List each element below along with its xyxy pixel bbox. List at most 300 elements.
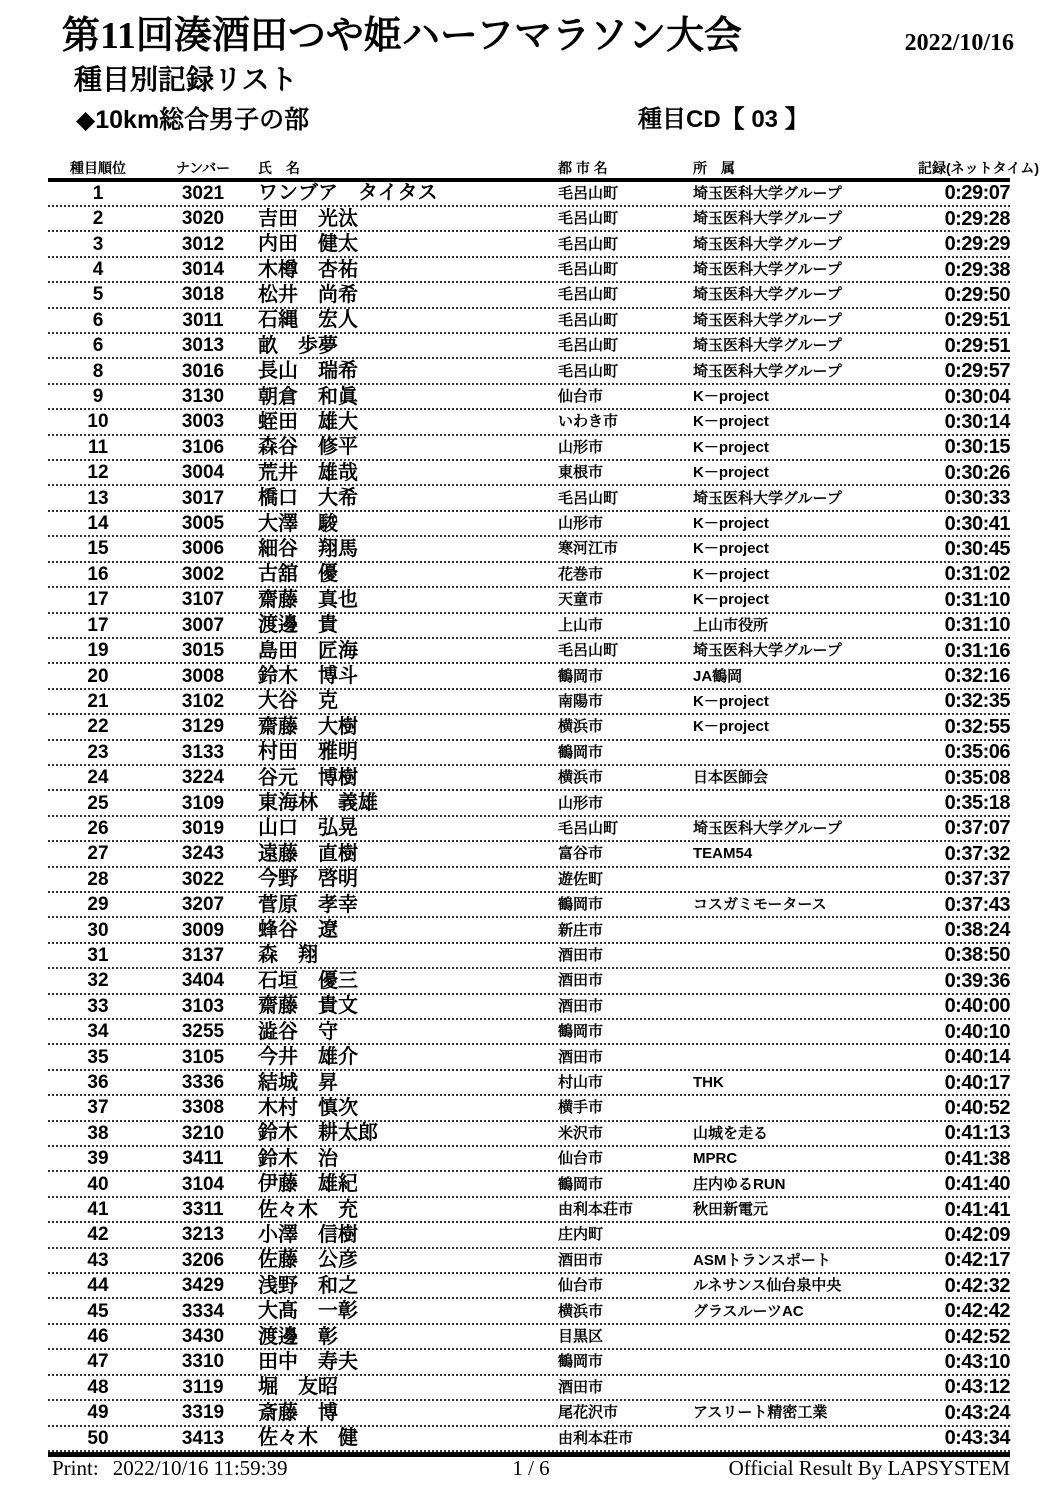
cell-name: 遠藤 直樹 [258, 842, 358, 865]
cell-city: 毛呂山町 [558, 311, 619, 329]
table-row [48, 537, 1010, 562]
table-row [48, 1172, 1010, 1197]
table-row [48, 1223, 1010, 1248]
column-header-number: ナンバー [175, 159, 231, 176]
cell-rank: 2 [92, 208, 104, 230]
cell-number: 3429 [181, 1275, 225, 1297]
cell-number: 3107 [181, 589, 225, 611]
cell-rank: 12 [87, 462, 109, 484]
cell-number: 3017 [181, 487, 225, 509]
cell-city: 毛呂山町 [558, 210, 619, 228]
cell-number: 3137 [181, 944, 225, 966]
cell-rank: 20 [87, 665, 109, 687]
cell-record: 0:41:38 [944, 1147, 1010, 1170]
cell-team: 日本医師会 [693, 769, 769, 787]
cell-record: 0:29:38 [944, 258, 1010, 281]
cell-city: 新庄市 [558, 921, 604, 939]
cell-rank: 28 [87, 868, 109, 890]
table-row [48, 842, 1010, 867]
cell-city: 仙台市 [558, 388, 604, 406]
cell-record: 0:29:57 [944, 360, 1010, 383]
table-row [48, 385, 1010, 410]
table-row [48, 436, 1010, 461]
cell-rank: 26 [87, 817, 109, 839]
column-header-record: 記録(ネットタイム) [918, 159, 1040, 176]
cell-city: 山形市 [558, 438, 604, 456]
cell-name: 渡邊 彰 [258, 1325, 338, 1348]
cell-name: 鈴木 治 [258, 1147, 338, 1170]
table-row [48, 1299, 1010, 1324]
cell-name: 蛭田 雄大 [258, 410, 358, 433]
table-row [48, 283, 1010, 308]
cell-city: 酒田市 [558, 972, 604, 990]
cell-city: 毛呂山町 [558, 235, 619, 253]
cell-name: 小澤 信樹 [258, 1223, 358, 1246]
cell-name: 齋藤 大樹 [258, 715, 358, 738]
cell-name: 蜂谷 遼 [258, 919, 338, 942]
cell-city: 毛呂山町 [558, 184, 619, 202]
event-title: 第11回湊酒田つや姫ハーフマラソン大会 [62, 15, 743, 57]
cell-team: コスガミモータース [693, 896, 827, 914]
cell-city: 村山市 [558, 1074, 604, 1092]
cell-record: 0:35:06 [944, 741, 1010, 764]
cell-record: 0:31:10 [944, 588, 1010, 611]
table-row [48, 868, 1010, 893]
cell-team: K－project [693, 388, 769, 406]
cell-rank: 36 [87, 1072, 109, 1094]
cell-number: 3106 [181, 436, 225, 458]
cell-number: 3119 [182, 1376, 224, 1398]
cell-city: 遊佐町 [558, 870, 604, 888]
cell-number: 3004 [181, 462, 225, 484]
section-row [0, 107, 1058, 139]
cell-city: 毛呂山町 [558, 819, 619, 837]
cell-team: K－project [693, 565, 769, 583]
cell-number: 3020 [181, 208, 225, 230]
table-row [48, 995, 1010, 1020]
cell-record: 0:31:10 [944, 614, 1010, 637]
cell-number: 3005 [181, 513, 225, 535]
cell-record: 0:42:32 [944, 1274, 1010, 1297]
cell-city: 天童市 [558, 591, 604, 609]
cell-city: 鶴岡市 [558, 1023, 604, 1041]
cell-name: 今井 雄介 [258, 1046, 358, 1069]
table-row [48, 664, 1010, 689]
cell-city: 上山市 [558, 616, 604, 634]
cell-record: 0:32:16 [944, 665, 1010, 688]
cell-rank: 27 [87, 843, 109, 865]
cell-name: 鈴木 博斗 [258, 665, 358, 688]
table-row [48, 182, 1010, 207]
table-row [48, 918, 1010, 943]
table-row [48, 766, 1010, 791]
cell-team: 埼玉医科大学グループ [693, 819, 842, 837]
table-row [48, 690, 1010, 715]
table-row [48, 1249, 1010, 1274]
cell-team: グラスルーツAC [693, 1302, 804, 1320]
cell-name: 齋藤 真也 [258, 588, 358, 611]
cell-name: 橋口 大希 [258, 487, 358, 510]
cell-number: 3016 [181, 360, 225, 382]
table-row [48, 486, 1010, 511]
cell-name: 木村 慎次 [258, 1096, 358, 1119]
table-row [48, 1020, 1010, 1045]
cell-record: 0:30:45 [944, 537, 1010, 560]
cell-rank: 11 [87, 436, 109, 458]
cell-team: 埼玉医科大学グループ [693, 261, 842, 279]
cell-team: K－project [693, 464, 769, 482]
cell-city: 仙台市 [558, 1150, 604, 1168]
results-table [48, 151, 1040, 1457]
cell-city: 鶴岡市 [558, 743, 604, 761]
table-row [48, 741, 1010, 766]
cell-rank: 30 [87, 919, 109, 941]
cell-name: 畝 歩夢 [258, 334, 338, 357]
cell-number: 3336 [181, 1072, 225, 1094]
cell-rank: 21 [87, 690, 109, 712]
cell-city: 酒田市 [558, 946, 604, 964]
cell-record: 0:37:32 [944, 842, 1010, 865]
cell-rank: 16 [87, 563, 109, 585]
cell-rank: 22 [87, 716, 109, 738]
cell-name: 内田 健太 [258, 233, 358, 256]
title-row [0, 0, 1058, 58]
cell-name: 長山 瑞希 [258, 360, 358, 383]
cell-rank: 17 [87, 589, 109, 611]
cell-record: 0:30:14 [944, 410, 1010, 433]
section-title: ◆10km総合男子の部 [76, 105, 310, 134]
cell-record: 0:30:41 [944, 512, 1010, 535]
cell-name: 齋藤 貴文 [258, 995, 358, 1018]
cell-team: ルネサンス仙台泉中央 [693, 1277, 842, 1295]
table-row [48, 715, 1010, 740]
cell-record: 0:29:50 [944, 283, 1010, 306]
cell-number: 3210 [181, 1122, 225, 1144]
cell-record: 0:41:13 [944, 1122, 1010, 1145]
cell-rank: 47 [87, 1351, 109, 1373]
column-header-team: 所 属 [693, 159, 735, 176]
table-row [48, 1274, 1010, 1299]
cell-team: THK [693, 1074, 724, 1092]
cell-record: 0:42:42 [944, 1300, 1010, 1323]
cell-record: 0:40:17 [944, 1071, 1010, 1094]
cell-record: 0:42:52 [944, 1325, 1010, 1348]
cell-number: 3013 [181, 335, 225, 357]
cell-number: 3011 [182, 309, 224, 331]
cell-rank: 50 [87, 1427, 109, 1449]
cell-team: 埼玉医科大学グループ [693, 362, 842, 380]
cell-record: 0:40:00 [944, 995, 1010, 1018]
table-row [48, 1376, 1010, 1401]
column-header-city: 都 市 名 [558, 159, 608, 176]
cell-rank: 3 [92, 233, 104, 255]
cell-name: 石縄 宏人 [258, 309, 358, 332]
cell-team: 上山市役所 [693, 616, 769, 634]
table-row [48, 791, 1010, 816]
cell-city: 酒田市 [558, 1048, 604, 1066]
table-row [48, 461, 1010, 486]
cell-record: 0:30:26 [944, 461, 1010, 484]
page-footer [52, 1456, 1010, 1481]
cell-record: 0:29:51 [944, 309, 1010, 332]
cell-number: 3008 [181, 665, 225, 687]
table-row [48, 1325, 1010, 1350]
table-header [48, 151, 1040, 182]
official-result-credit: Official Result By LAPSYSTEM [728, 1456, 1010, 1480]
cell-name: 木樽 杏祐 [258, 258, 358, 281]
table-row [48, 944, 1010, 969]
cell-number: 3019 [181, 817, 225, 839]
cell-rank: 9 [92, 386, 104, 408]
cell-name: 森 翔 [258, 944, 318, 967]
cell-name: 朝倉 和眞 [258, 385, 358, 408]
cell-number: 3207 [181, 894, 225, 916]
print-label: Print: [52, 1456, 99, 1480]
cell-name: 佐々木 健 [258, 1427, 358, 1450]
cell-number: 3411 [182, 1148, 224, 1170]
cell-record: 0:37:43 [944, 893, 1010, 916]
cell-number: 3109 [181, 792, 225, 814]
cell-city: 庄内町 [558, 1226, 604, 1244]
table-row [48, 258, 1010, 283]
cell-record: 0:40:52 [944, 1096, 1010, 1119]
print-datetime: 2022/10/16 11:59:39 [112, 1456, 288, 1480]
cell-number: 3022 [181, 868, 225, 890]
cell-rank: 35 [87, 1046, 109, 1068]
cell-team: 山城を走る [693, 1124, 769, 1142]
cell-rank: 1 [92, 182, 104, 204]
cell-record: 0:37:37 [944, 868, 1010, 891]
cell-city: 仙台市 [558, 1277, 604, 1295]
cell-record: 0:31:02 [944, 563, 1010, 586]
cell-city: 毛呂山町 [558, 337, 619, 355]
cell-team: 埼玉医科大学グループ [693, 311, 842, 329]
document-subtitle: 種目別記録リスト [74, 64, 298, 96]
cell-rank: 46 [87, 1326, 109, 1348]
cell-rank: 38 [87, 1122, 109, 1144]
results-body [48, 182, 1010, 1457]
cell-city: 目黒区 [558, 1328, 604, 1346]
cell-name: 結城 昇 [258, 1071, 338, 1094]
cell-name: 村田 雅明 [258, 741, 358, 764]
cell-rank: 34 [87, 1021, 109, 1043]
print-info [52, 1456, 472, 1481]
cell-city: 毛呂山町 [558, 489, 619, 507]
table-row [48, 207, 1010, 232]
cell-record: 0:43:34 [944, 1427, 1010, 1450]
cell-name: 大髙 一彰 [258, 1300, 358, 1323]
cell-record: 0:35:08 [944, 766, 1010, 789]
cell-city: 毛呂山町 [558, 642, 619, 660]
cell-rank: 25 [87, 792, 109, 814]
cell-name: 石垣 優三 [258, 969, 358, 992]
cell-rank: 33 [87, 995, 109, 1017]
cell-city: 酒田市 [558, 1251, 604, 1269]
cell-city: 花巻市 [558, 565, 604, 583]
cell-number: 3014 [181, 259, 225, 281]
cell-name: 佐藤 公彦 [258, 1249, 358, 1272]
cell-number: 3243 [181, 843, 225, 865]
cell-rank: 15 [87, 538, 109, 560]
category-code: 種目CD【 03 】 [638, 105, 809, 133]
cell-name: 佐々木 充 [258, 1198, 358, 1221]
table-row [48, 1147, 1010, 1172]
cell-name: 今野 啓明 [258, 868, 358, 891]
cell-number: 3002 [181, 563, 225, 585]
cell-rank: 10 [87, 411, 109, 433]
cell-number: 3021 [181, 182, 225, 204]
cell-name: 伊藤 雄紀 [258, 1173, 358, 1196]
table-row [48, 969, 1010, 994]
cell-number: 3104 [181, 1173, 225, 1195]
table-row [48, 817, 1010, 842]
cell-number: 3255 [181, 1021, 225, 1043]
table-row [48, 1401, 1010, 1426]
table-row [48, 1071, 1010, 1096]
cell-number: 3130 [181, 386, 225, 408]
cell-rank: 48 [87, 1376, 109, 1398]
event-date: 2022/10/16 [904, 30, 1014, 56]
table-row [48, 1122, 1010, 1147]
table-row [48, 1096, 1010, 1121]
cell-rank: 31 [87, 944, 109, 966]
cell-city: 酒田市 [558, 1378, 604, 1396]
cell-name: 堀 友昭 [258, 1376, 338, 1399]
cell-team: JA鶴岡 [693, 667, 743, 685]
cell-team: 庄内ゆるRUN [693, 1175, 786, 1193]
cell-rank: 6 [92, 309, 104, 331]
cell-team: K－project [693, 515, 769, 533]
cell-name: 鈴木 耕太郎 [258, 1122, 378, 1145]
cell-city: 横浜市 [558, 718, 604, 736]
cell-team: MPRC [693, 1150, 738, 1168]
cell-name: 浅野 和之 [258, 1274, 358, 1297]
cell-rank: 24 [87, 767, 109, 789]
cell-record: 0:29:07 [944, 182, 1010, 205]
cell-team: 秋田新電元 [693, 1201, 769, 1219]
cell-record: 0:35:18 [944, 792, 1010, 815]
cell-number: 3319 [181, 1402, 225, 1424]
cell-rank: 43 [87, 1249, 109, 1271]
cell-team: ASMトランスポート [693, 1251, 831, 1269]
cell-city: 山形市 [558, 515, 604, 533]
cell-record: 0:29:28 [944, 207, 1010, 230]
table-row [48, 410, 1010, 435]
cell-number: 3311 [182, 1199, 224, 1221]
cell-number: 3129 [181, 716, 225, 738]
table-row [48, 1198, 1010, 1223]
cell-record: 0:30:04 [944, 385, 1010, 408]
cell-rank: 40 [87, 1173, 109, 1195]
cell-team: K－project [693, 438, 769, 456]
cell-record: 0:42:17 [944, 1249, 1010, 1272]
cell-number: 3012 [181, 233, 225, 255]
cell-team: 埼玉医科大学グループ [693, 337, 842, 355]
cell-team: 埼玉医科大学グループ [693, 184, 842, 202]
cell-team: K－project [693, 540, 769, 558]
table-row [48, 1350, 1010, 1375]
cell-rank: 39 [87, 1148, 109, 1170]
cell-number: 3334 [181, 1300, 225, 1322]
cell-team: K－project [693, 413, 769, 431]
cell-city: 鶴岡市 [558, 667, 604, 685]
cell-name: 松井 尚希 [258, 283, 358, 306]
table-row [48, 639, 1010, 664]
cell-rank: 4 [92, 259, 104, 281]
cell-team: 埼玉医科大学グループ [693, 210, 842, 228]
cell-name: 斎藤 博 [258, 1401, 338, 1424]
cell-name: 東海林 義雄 [258, 792, 378, 815]
cell-record: 0:43:24 [944, 1401, 1010, 1424]
cell-team: 埼玉医科大学グループ [693, 489, 842, 507]
cell-rank: 14 [87, 513, 109, 535]
cell-city: 富谷市 [558, 845, 604, 863]
cell-city: 毛呂山町 [558, 261, 619, 279]
column-header-rank: 種目順位 [70, 159, 126, 176]
cell-name: ワンブア タイタス [258, 182, 438, 205]
table-row [48, 1045, 1010, 1070]
cell-city: 横手市 [558, 1099, 604, 1117]
cell-city: 鶴岡市 [558, 1353, 604, 1371]
cell-team: 埼玉医科大学グループ [693, 286, 842, 304]
cell-rank: 44 [87, 1275, 109, 1297]
cell-record: 0:43:10 [944, 1350, 1010, 1373]
table-row [48, 563, 1010, 588]
cell-name: 大谷 克 [258, 690, 338, 713]
cell-record: 0:31:16 [944, 639, 1010, 662]
page-number: 1 / 6 [512, 1456, 550, 1480]
cell-rank: 13 [87, 487, 109, 509]
cell-name: 島田 匠海 [258, 639, 358, 662]
cell-rank: 32 [87, 970, 109, 992]
cell-number: 3430 [181, 1326, 225, 1348]
cell-record: 0:30:33 [944, 487, 1010, 510]
cell-name: 大澤 駿 [258, 512, 338, 535]
cell-city: 鶴岡市 [558, 1175, 604, 1193]
cell-record: 0:29:29 [944, 233, 1010, 256]
table-row [48, 359, 1010, 384]
cell-team: 埼玉医科大学グループ [693, 235, 842, 253]
cell-rank: 17 [87, 614, 109, 636]
cell-record: 0:30:15 [944, 436, 1010, 459]
cell-number: 3105 [181, 1046, 225, 1068]
cell-name: 吉田 光汰 [258, 207, 358, 230]
cell-record: 0:41:41 [944, 1198, 1010, 1221]
cell-city: 東根市 [558, 464, 604, 482]
cell-number: 3213 [181, 1224, 225, 1246]
cell-rank: 5 [92, 284, 104, 306]
cell-rank: 45 [87, 1300, 109, 1322]
cell-record: 0:32:55 [944, 715, 1010, 738]
cell-name: 古舘 優 [258, 563, 338, 586]
cell-number: 3133 [181, 741, 225, 763]
cell-record: 0:42:09 [944, 1223, 1010, 1246]
cell-number: 3404 [181, 970, 225, 992]
cell-rank: 23 [87, 741, 109, 763]
table-row [48, 614, 1010, 639]
table-row [48, 232, 1010, 257]
table-row [48, 334, 1010, 359]
cell-rank: 19 [87, 640, 109, 662]
cell-record: 0:40:14 [944, 1046, 1010, 1069]
cell-name: 菅原 孝幸 [258, 893, 358, 916]
cell-rank: 49 [87, 1402, 109, 1424]
cell-number: 3206 [181, 1249, 225, 1271]
cell-city: 米沢市 [558, 1124, 604, 1142]
cell-number: 3006 [181, 538, 225, 560]
column-header-name: 氏 名 [258, 159, 300, 176]
cell-city: 毛呂山町 [558, 286, 619, 304]
